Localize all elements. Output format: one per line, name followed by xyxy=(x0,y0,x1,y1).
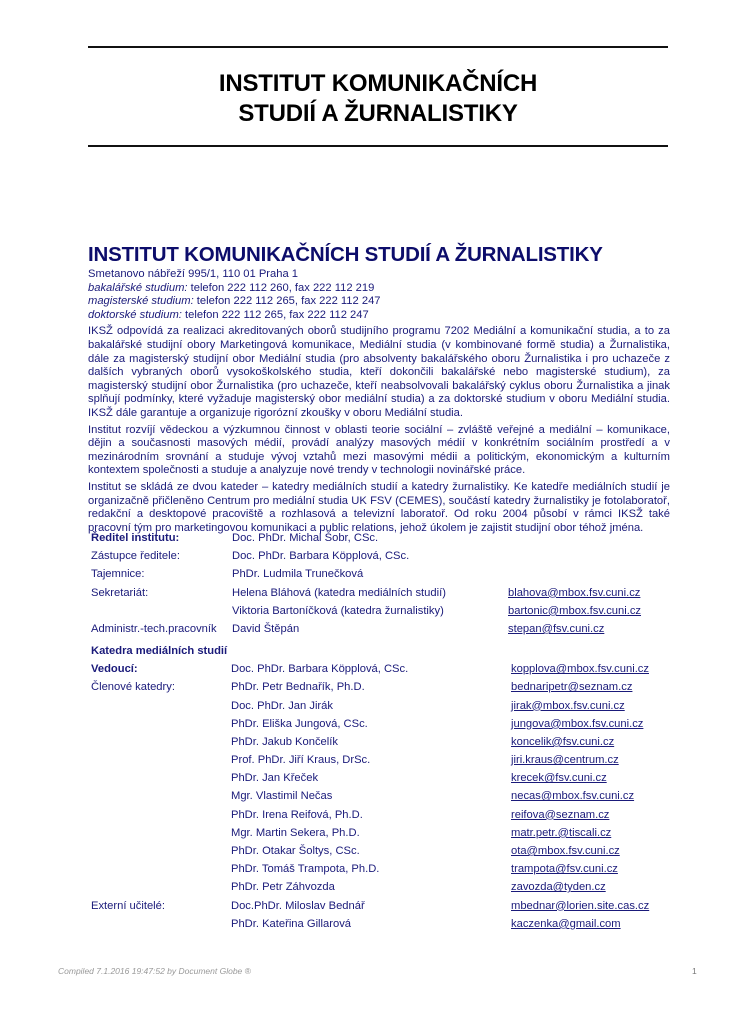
table-row xyxy=(88,584,678,602)
compiled-note: Compiled 7.1.2016 19:47:52 by Document Globe ® xyxy=(58,966,251,976)
email-link[interactable]: bartonic@mbox.fsv.cuni.cz xyxy=(508,604,642,617)
name-cell: Mgr. Martin Sekera, Ph.D. xyxy=(231,826,360,839)
table-row xyxy=(88,697,678,715)
table-row xyxy=(88,733,678,751)
name-cell: PhDr. Petr Bednařík, Ph.D. xyxy=(231,681,365,694)
table-row xyxy=(88,565,678,583)
email-link[interactable]: bednaripetr@seznam.cz xyxy=(511,681,633,694)
page-number: 1 xyxy=(692,966,697,976)
table-row xyxy=(88,678,678,696)
email-link[interactable]: blahova@mbox.fsv.cuni.cz xyxy=(508,586,641,599)
table-row xyxy=(88,806,678,824)
email-link[interactable]: jiri.kraus@centrum.cz xyxy=(511,754,619,767)
email-link[interactable]: jirak@mbox.fsv.cuni.cz xyxy=(511,699,625,712)
table-row xyxy=(88,715,678,733)
contact-line xyxy=(88,309,670,323)
paragraph: IKSŽ odpovídá za realizaci akreditovaných oborů studijního programu 7202 Mediální a komunikační studia, a to za bakalářské studijní obory Marketingová komunikace, Mediální studia (v kombinované formě studia) a Žurnalistika, dále za magisterský studijní obor Mediální studia (pro absolventy bakalářského oboru Žurnalistika i pro uchazeče z dalších vybraných oborů vysokoškolského studia, kteří dokončili bakalářské nebo magisterské studium), za magisterský studijní obor Žurnalistika (pro uchazeče, kteří neabsolvovali bakalářský cyklus oboru Žurnalistika a jinak splňují podmínky, které vyžaduje magisterský obor mediální studia) a za doktorské studium v oboru Mediální studia. IKSŽ dále garantuje a organizuje rigorózní zkoušky v oboru Mediální studia. xyxy=(88,325,670,419)
table-row xyxy=(88,660,678,678)
name-cell: PhDr. Irena Reifová, Ph.D. xyxy=(231,808,363,821)
name-cell: Doc. PhDr. Jan Jirák xyxy=(231,699,333,712)
email-link[interactable]: koncelik@fsv.cuni.cz xyxy=(511,735,615,748)
name-cell: PhDr. Tomáš Trampota, Ph.D. xyxy=(231,863,380,876)
name-cell: Helena Bláhová (katedra mediálních studií) xyxy=(232,586,446,599)
email-link[interactable]: stepan@fsv.cuni.cz xyxy=(508,622,605,635)
name-cell: David Štěpán xyxy=(232,622,300,635)
paragraph: Institut rozvíjí vědeckou a výzkumnou činnost v oblasti teorie sociální – zvláště veřejné a mediální – komunikace, dějin a současnosti masových médií, provádí analýzy masových médií v konkrétním sociálním prostředí a v mezinárodním srovnání a studuje vývoj vztahů mezi masovými médii a politickým, ekonomickým a kulturním kontextem společnosti a studuje a analyzuje nové trendy v technologii novinářské práce. xyxy=(88,423,670,477)
contact-text: telefon 222 112 265, fax 222 112 247 xyxy=(181,308,369,321)
paragraph: Institut se skládá ze dvou kateder – katedry mediálních studií a katedry žurnalistiky. Ke katedře mediálních studií je organizačně přičleněno Centrum pro mediální studia UK FSV (CEMES), součástí katedry žurnalistiky je fotolaboratoř, redakční a desktopové pracoviště a rozhlasová a televizní laboratoř. Od roku 2004 působí v rámci IKSŽ také pracovní tým pro marketingovou komunikaci a public relations, jehož úkolem je zajistit studijní obor téhož jména. xyxy=(88,480,670,534)
email-link[interactable]: kaczenka@gmail.com xyxy=(511,917,621,930)
page-title-line-1: INSTITUT KOMUNIKAČNÍCH xyxy=(218,70,538,97)
contact-text: telefon 222 112 265, fax 222 112 247 xyxy=(193,295,381,308)
name-cell: PhDr. Petr Záhvozda xyxy=(231,881,335,894)
page-title-line-2: STUDIÍ A ŽURNALISTIKY xyxy=(238,100,518,127)
role-cell: Sekretariát: xyxy=(91,586,149,599)
contact-line xyxy=(88,295,670,309)
name-cell: Prof. PhDr. Jiří Kraus, DrSc. xyxy=(231,754,371,767)
bottom-rule xyxy=(88,145,668,147)
email-link[interactable]: matr.petr.@tiscali.cz xyxy=(511,826,612,839)
name-cell: Doc. PhDr. Michal Šobr, CSc. xyxy=(232,532,379,544)
contact-label: doktorské studium: xyxy=(88,308,182,321)
institute-section xyxy=(88,243,670,535)
table-row xyxy=(88,860,678,878)
email-link[interactable]: ota@mbox.fsv.cuni.cz xyxy=(511,845,620,857)
table-row xyxy=(88,529,678,547)
table-row xyxy=(88,915,678,933)
role-cell: Zástupce ředitele: xyxy=(91,550,180,563)
email-link[interactable]: mbednar@lorien.site.cas.cz xyxy=(511,899,650,912)
contact-line xyxy=(88,282,670,296)
institute-staff-list xyxy=(88,529,678,638)
table-row xyxy=(88,602,678,620)
name-cell: Doc. PhDr. Barbara Köpplová, CSc. xyxy=(232,550,410,563)
top-rule xyxy=(88,46,668,48)
table-row xyxy=(88,787,678,805)
name-cell: PhDr. Eliška Jungová, CSc. xyxy=(231,717,368,730)
table-row xyxy=(88,897,678,915)
role-cell: Externí učitelé: xyxy=(91,899,165,912)
name-cell: Doc.PhDr. Miloslav Bednář xyxy=(231,899,365,912)
email-link[interactable]: jungova@mbox.fsv.cuni.cz xyxy=(511,717,644,730)
address: Smetanovo nábřeží 995/1, 110 01 Praha 1 xyxy=(88,268,299,280)
department-members-list xyxy=(88,660,678,933)
table-row xyxy=(88,751,678,769)
name-cell: PhDr. Ludmila Trunečková xyxy=(232,568,364,581)
page-title xyxy=(88,69,668,129)
staff-table xyxy=(88,529,678,933)
contact-label: bakalářské studium: xyxy=(88,281,188,294)
name-cell: PhDr. Otakar Šoltys, CSc. xyxy=(231,845,360,857)
email-link[interactable]: necas@mbox.fsv.cuni.cz xyxy=(511,790,635,803)
role-cell: Členové katedry: xyxy=(91,681,175,694)
contact-text: telefon 222 112 260, fax 222 112 219 xyxy=(187,281,375,294)
email-link[interactable]: zavozda@tyden.cz xyxy=(511,881,606,894)
section-heading: INSTITUT KOMUNIKAČNÍCH STUDIÍ A ŽURNALISTIKY xyxy=(88,243,603,266)
email-link[interactable]: kopplova@mbox.fsv.cuni.cz xyxy=(511,663,649,676)
name-cell: Doc. PhDr. Barbara Köpplová, CSc. xyxy=(231,663,409,676)
role-cell: Vedoucí: xyxy=(91,663,138,676)
department-heading: Katedra mediálních studií xyxy=(91,645,228,658)
contact-label: magisterské studium: xyxy=(88,295,194,308)
role-cell: Administr.-tech.pracovník xyxy=(91,622,217,635)
name-cell: PhDr. Kateřina Gillarová xyxy=(231,917,352,930)
table-row xyxy=(88,620,678,638)
name-cell: Mgr. Vlastimil Nečas xyxy=(231,790,333,803)
table-row xyxy=(88,547,678,565)
email-link[interactable]: krecek@fsv.cuni.cz xyxy=(511,772,607,785)
name-cell: Viktoria Bartoníčková (katedra žurnalistiky) xyxy=(232,604,444,617)
table-row xyxy=(88,878,678,896)
name-cell: PhDr. Jan Křeček xyxy=(231,772,319,785)
role-cell: Ředitel institutu: xyxy=(91,532,180,544)
name-cell: PhDr. Jakub Končelík xyxy=(231,735,338,748)
role-cell: Tajemnice: xyxy=(91,568,145,581)
email-link[interactable]: reifova@seznam.cz xyxy=(511,808,610,821)
table-row xyxy=(88,769,678,787)
table-row xyxy=(88,824,678,842)
table-row xyxy=(88,842,678,860)
email-link[interactable]: trampota@fsv.cuni.cz xyxy=(511,863,618,876)
